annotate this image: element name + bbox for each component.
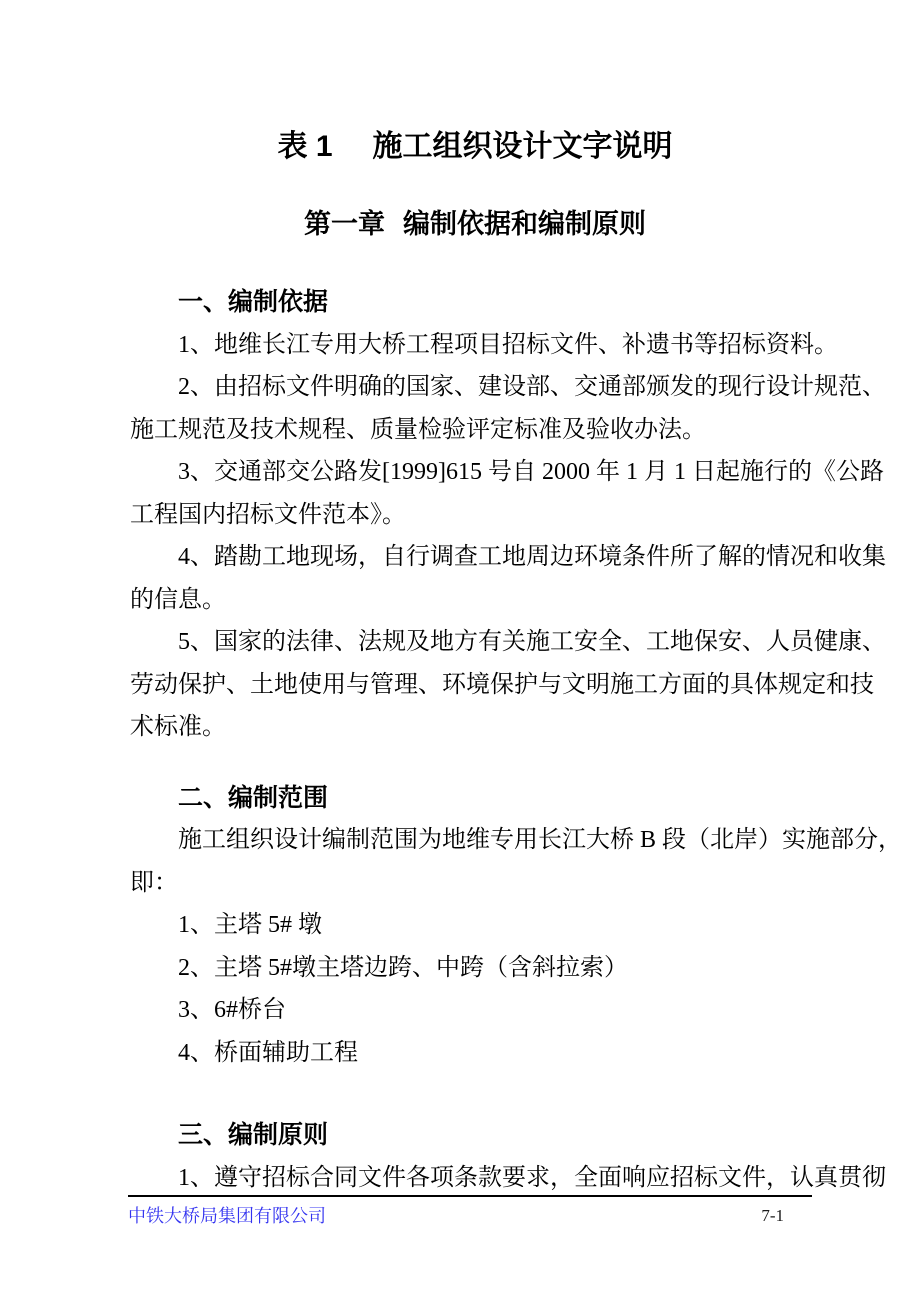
paragraph-line: 施工组织设计编制范围为地维专用长江大桥 B 段（北岸）实施部分， (178, 827, 903, 853)
paragraph-line: 的信息。 (130, 586, 226, 613)
document-content (130, 0, 903, 1199)
chapter-heading (130, 207, 820, 241)
paragraph-line: 工程国内招标文件范本》。 (130, 501, 406, 528)
paragraph-line: 1、地维长江专用大桥工程项目招标文件、补遗书等招标资料。 (178, 331, 838, 358)
chapter-number: 第一章 (304, 209, 385, 239)
paragraph-line: 1、遵守招标合同文件各项条款要求，全面响应招标文件，认真贯彻 (178, 1164, 886, 1191)
section-basis (130, 281, 886, 749)
section-heading: 一、编制依据 (178, 288, 329, 316)
section-scope (130, 777, 903, 1075)
list-item: 4、桥面辅助工程 (178, 1039, 358, 1066)
list-item: 3、6#桥台 (178, 997, 286, 1023)
paragraph-line: 施工规范及技术规程、质量检验评定标准及验收办法。 (130, 416, 706, 443)
page-title (130, 0, 820, 166)
paragraph-line: 劳动保护、土地使用与管理、环境保护与文明施工方面的具体规定和技 (130, 671, 874, 698)
list-item: 2、主塔 5#墩主塔边跨、中跨（含斜拉索） (178, 954, 628, 981)
paragraph-line: 即： (130, 869, 178, 896)
page-title-table-number: 表 1 (277, 130, 333, 163)
paragraph-line: 5、国家的法律、法规及地方有关施工安全、工地保安、人员健康、 (178, 629, 886, 655)
page-title-text: 施工组织设计文字说明 (372, 130, 673, 163)
list-item: 1、主塔 5# 墩 (178, 912, 322, 938)
paragraph-line: 4、踏勘工地现场，自行调查工地周边环境条件所了解的情况和收集 (178, 544, 886, 570)
section-heading: 三、编制原则 (178, 1121, 329, 1149)
paragraph-line: 3、交通部交公路发[1999]615 号自 2000 年 1 月 1 日起施行的《公路 (178, 459, 884, 485)
footer-company-name: 中铁大桥局集团有限公司 (128, 1206, 326, 1226)
paragraph-line: 术标准。 (130, 714, 226, 740)
section-heading: 二、编制范围 (178, 783, 329, 812)
chapter-title-text: 编制依据和编制原则 (403, 209, 646, 239)
page-footer (128, 1195, 812, 1227)
footer-page-number: 7-1 (761, 1206, 784, 1225)
paragraph-line: 2、由招标文件明确的国家、建设部、交通部颁发的现行设计规范、 (178, 374, 886, 400)
document-body (130, 281, 903, 1199)
section-principles (130, 1114, 886, 1199)
